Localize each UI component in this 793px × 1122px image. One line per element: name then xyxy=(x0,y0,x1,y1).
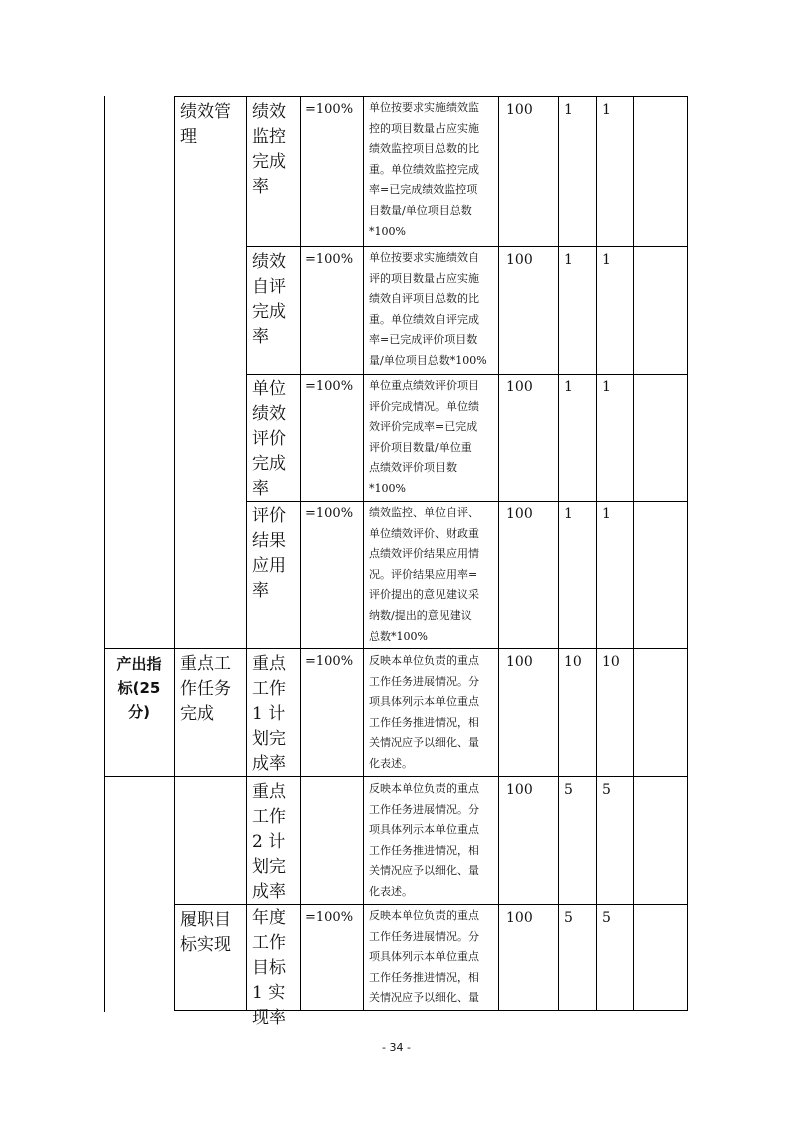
first-category-cell: 产出指 标(25 分) xyxy=(116,655,162,721)
column-divider xyxy=(300,96,301,1011)
indicator-cell: 单位 绩效 评价 完成 率 xyxy=(252,379,286,499)
score-cell: 5 xyxy=(564,782,573,798)
self-score-cell: 1 xyxy=(602,506,611,522)
description-cell: 单位按要求实施绩效自 评的项目数量占应实施 绩效自评项目总数的比 重。单位绩效自评完成 率=已完成评价项目数 量/单位项目总数*100% xyxy=(369,251,487,367)
score-cell: 1 xyxy=(564,102,573,118)
weight-cell: 100 xyxy=(506,506,533,522)
indicator-cell: 重点 工作 2 计 划完 成率 xyxy=(252,782,286,902)
self-score-cell: 1 xyxy=(602,379,611,395)
score-cell: 1 xyxy=(564,252,573,268)
weight-cell: 100 xyxy=(506,252,533,268)
indicator-cell: 绩效 监控 完成 率 xyxy=(252,102,286,197)
row-divider xyxy=(104,776,688,777)
indicator-cell: 绩效 自评 完成 率 xyxy=(252,252,286,347)
description-cell: 反映本单位负责的重点 工作任务进展情况。分 项具体列示本单位重点 工作任务推进情况，相 关情况应予以细化、量 xyxy=(369,909,479,1005)
row-divider xyxy=(104,648,688,649)
column-divider xyxy=(633,96,634,1011)
row-divider xyxy=(246,501,688,502)
target-cell: =100% xyxy=(305,910,354,925)
column-divider xyxy=(498,96,499,1011)
column-divider xyxy=(558,96,559,1011)
self-score-cell: 10 xyxy=(602,654,620,670)
table-right-border xyxy=(687,96,688,1011)
weight-cell: 100 xyxy=(506,782,533,798)
indicator-cell: 重点 工作 1 计 划完 成率 xyxy=(252,654,286,774)
column-divider xyxy=(363,96,364,1011)
weight-cell: 100 xyxy=(506,910,533,926)
column-divider xyxy=(104,96,105,1012)
score-cell: 1 xyxy=(564,506,573,522)
second-category-cell: 履职目 标实现 xyxy=(180,910,231,955)
second-category-cell: 重点工 作任务 完成 xyxy=(180,654,231,724)
description-cell: 单位按要求实施绩效监 控的项目数量占应实施 绩效监控项目总数的比 重。单位绩效监控完成 率=已完成绩效监控项 目数量/单位项目总数 *100% xyxy=(369,101,479,238)
page-number: - 34 - xyxy=(382,1041,411,1054)
description-cell: 绩效监控、单位自评、 单位绩效评价、财政重 点绩效评价结果应用情 况。评价结果应用率= 评价提出的意见建议采 纳数/提出的意见建议 总数*100% xyxy=(369,506,479,643)
description-cell: 单位重点绩效评价项目 评价完成情况。单位绩 效评价完成率=已完成 评价项目数量/单位重 点绩效评价项目数 *100% xyxy=(369,379,479,495)
self-score-cell: 1 xyxy=(602,102,611,118)
weight-cell: 100 xyxy=(506,379,533,395)
score-cell: 10 xyxy=(564,654,582,670)
row-divider xyxy=(246,374,688,375)
score-cell: 1 xyxy=(564,379,573,395)
indicator-cell: 评价 结果 应用 率 xyxy=(252,506,286,601)
target-cell: =100% xyxy=(305,252,354,267)
self-score-cell: 5 xyxy=(602,782,611,798)
second-category-cell: 绩效管 理 xyxy=(180,102,231,147)
target-cell: =100% xyxy=(305,654,354,669)
column-divider xyxy=(174,96,175,1011)
target-cell: =100% xyxy=(305,379,354,394)
self-score-cell: 5 xyxy=(602,910,611,926)
table-top-border xyxy=(174,96,688,97)
weight-cell: 100 xyxy=(506,102,533,118)
indicator-cell: 年度 工作 目标 1 实 现率 xyxy=(252,908,286,1028)
target-cell: =100% xyxy=(305,102,354,117)
row-divider xyxy=(246,246,688,247)
target-cell: =100% xyxy=(305,506,354,521)
self-score-cell: 1 xyxy=(602,252,611,268)
column-divider xyxy=(246,96,247,1011)
score-cell: 5 xyxy=(564,910,573,926)
column-divider xyxy=(596,96,597,1011)
weight-cell: 100 xyxy=(506,654,533,670)
description-cell: 反映本单位负责的重点 工作任务进展情况。分 项具体列示本单位重点 工作任务推进情况，相 关情况应予以细化、量 化表述。 xyxy=(369,782,479,898)
description-cell: 反映本单位负责的重点 工作任务进展情况。分 项具体列示本单位重点 工作任务推进情况，相 关情况应予以细化、量 化表述。 xyxy=(369,654,479,770)
